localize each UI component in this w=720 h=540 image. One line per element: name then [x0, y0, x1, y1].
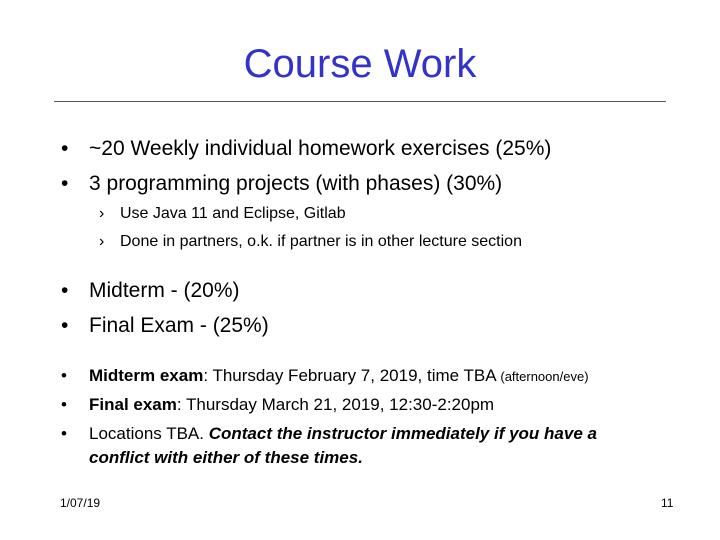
sub-bullet-partners: [99, 232, 522, 252]
midterm-exam-note: (afternoon/eve): [500, 369, 589, 384]
bullet-midterm-exam: [61, 364, 589, 389]
footer-date: 1/07/19: [60, 496, 101, 510]
bullet-mark: •: [61, 137, 69, 160]
bullet-homework: [61, 136, 552, 162]
bullet-text: 3 programming projects (with phases) (30%): [89, 172, 503, 195]
midterm-exam-label: Midterm exam: [89, 366, 204, 385]
bullet-mark: •: [61, 395, 67, 414]
sub-bullet-mark: ›: [99, 233, 105, 250]
bullet-text: Final Exam - (25%): [89, 314, 269, 337]
bullet-text: Midterm - (20%): [89, 279, 240, 302]
bullet-text: [89, 364, 589, 389]
final-exam-label: Final exam: [89, 395, 177, 414]
sub-bullet-text: Use Java 11 and Eclipse, Gitlab: [120, 205, 346, 222]
bullet-final-exam: [61, 393, 495, 417]
slide-title: Course Work: [243, 42, 477, 86]
bullet-locations: [61, 422, 699, 470]
bullet-text: ~20 Weekly individual homework exercises (25%): [89, 137, 552, 160]
bullet-mark: •: [61, 314, 69, 337]
locations-line-1: [89, 422, 699, 446]
sub-bullet-java: [99, 204, 346, 224]
bullet-final: [61, 313, 269, 339]
bullet-mark: •: [61, 366, 67, 385]
final-exam-text: : Thursday March 21, 2019, 12:30-2:20pm: [176, 395, 495, 414]
bullet-mark: •: [61, 172, 69, 195]
sub-bullet-mark: ›: [99, 205, 105, 222]
bullet-mark: •: [61, 424, 67, 443]
bullet-text: [89, 393, 494, 417]
title-divider: [54, 101, 666, 102]
sub-bullet-text: Done in partners, o.k. if partner is in other lecture section: [120, 233, 522, 250]
midterm-exam-text: : Thursday February 7, 2019, time TBA: [203, 366, 501, 385]
bullet-projects: [61, 171, 503, 197]
locations-emphasis-2: conflict with either of these times.: [89, 448, 363, 467]
locations-text: Locations TBA.: [89, 424, 209, 443]
bullet-mark: •: [61, 279, 69, 302]
locations-emphasis-1: Contact the instructor immediately if you have a: [208, 424, 597, 443]
page-number: 11: [661, 496, 674, 510]
bullet-midterm: [61, 278, 240, 304]
